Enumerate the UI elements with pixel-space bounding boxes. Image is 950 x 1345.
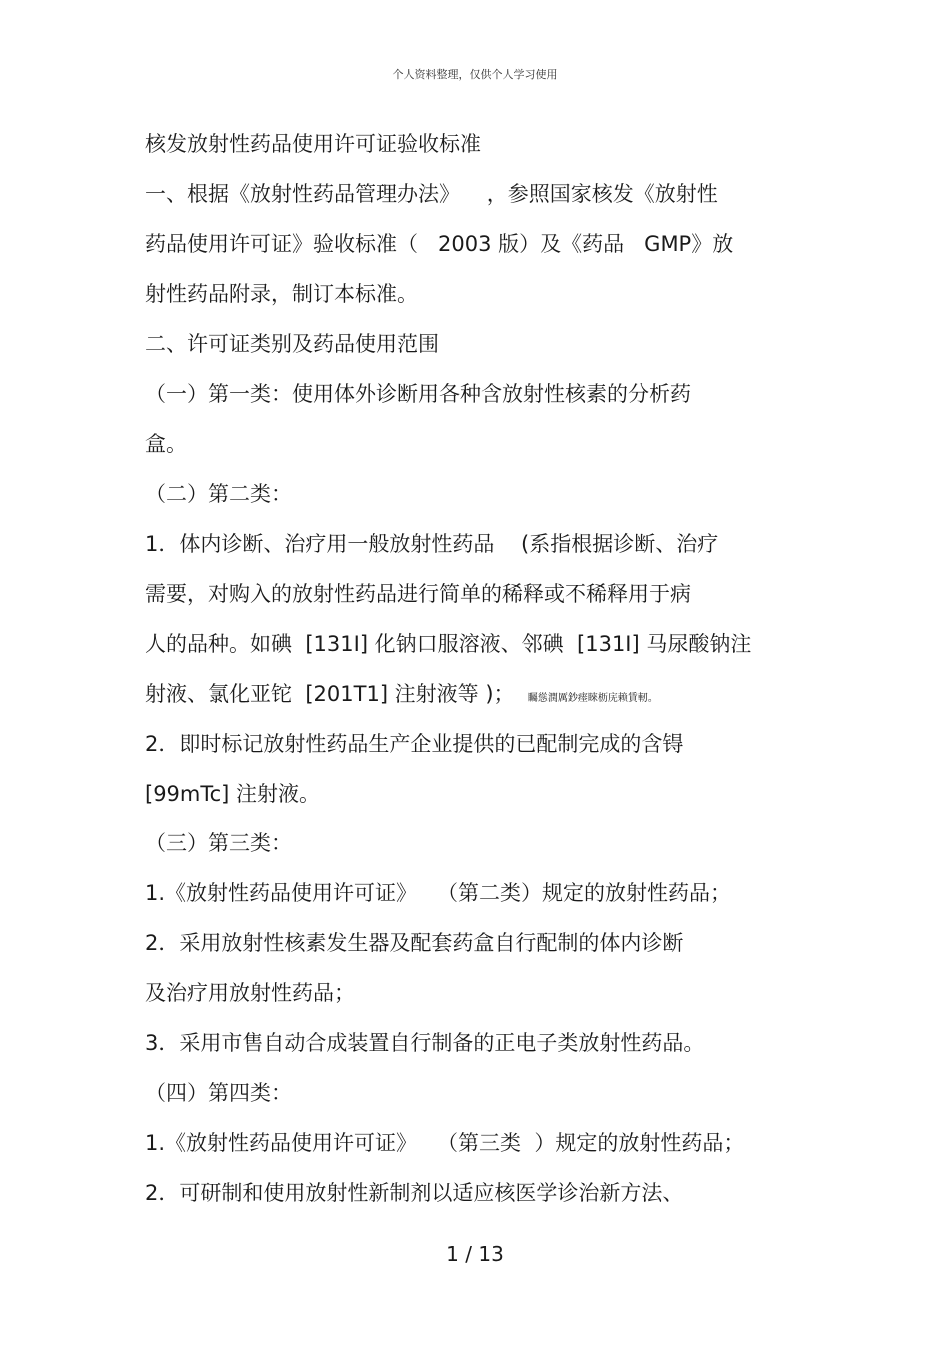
page-header: 个人资料整理，仅供个人学习使用 xyxy=(392,68,558,81)
subsection-heading: （二）第二类： xyxy=(145,482,292,506)
text-line xyxy=(145,679,825,714)
document-title: 核发放射性药品使用许可证验收标准 xyxy=(145,132,481,156)
text-line: 2．可研制和使用放射性新制剂以适应核医学诊治新方法、 xyxy=(145,1181,684,1205)
text-line: 需要，对购入的放射性药品进行简单的稀释或不稀释用于病 xyxy=(145,582,691,606)
text-line: 药品使用许可证》验收标准（ 2003 版）及《药品 GMP》放 xyxy=(145,232,734,256)
text-segment: 射液、氯化亚铊 [201T1] 注射液等 )； xyxy=(145,682,515,706)
text-line: 一、根据《放射性药品管理办法》 ，参照国家核发《放射性 xyxy=(145,182,718,206)
text-line: （一）第一类：使用体外诊断用各种含放射性核素的分析药 xyxy=(145,382,691,406)
page-number: 1 / 13 xyxy=(446,1242,504,1266)
text-line: 2．采用放射性核素发生器及配套药盒自行配制的体内诊断 xyxy=(145,931,684,955)
text-line: 盒。 xyxy=(145,432,187,456)
section-heading: 二、许可证类别及药品使用范围 xyxy=(145,332,439,356)
text-line: 2．即时标记放射性药品生产企业提供的已配制完成的含锝 xyxy=(145,732,684,756)
text-line: 1.《放射性药品使用许可证》 （第三类 ）规定的放射性药品； xyxy=(145,1131,745,1155)
text-line: 人的品种。如碘 [131I] 化钠口服溶液、邻碘 [131I] 马尿酸钠注 xyxy=(145,632,752,656)
text-line: 射性药品附录，制订本标准。 xyxy=(145,282,418,306)
text-line: 及治疗用放射性药品； xyxy=(145,981,355,1005)
text-line: [99mTc] 注射液。 xyxy=(145,782,321,806)
subsection-heading: （三）第三类： xyxy=(145,831,292,855)
inline-note: 矚慫潤厲鈔瘗睞枥庑赖賃軔。 xyxy=(527,693,658,704)
subsection-heading: （四）第四类： xyxy=(145,1081,292,1105)
text-line: 1．体内诊断、治疗用一般放射性药品 (系指根据诊断、治疗 xyxy=(145,532,719,556)
text-line: 3．采用市售自动合成装置自行制备的正电子类放射性药品。 xyxy=(145,1031,705,1055)
text-line: 1.《放射性药品使用许可证》 （第二类）规定的放射性药品； xyxy=(145,881,732,905)
